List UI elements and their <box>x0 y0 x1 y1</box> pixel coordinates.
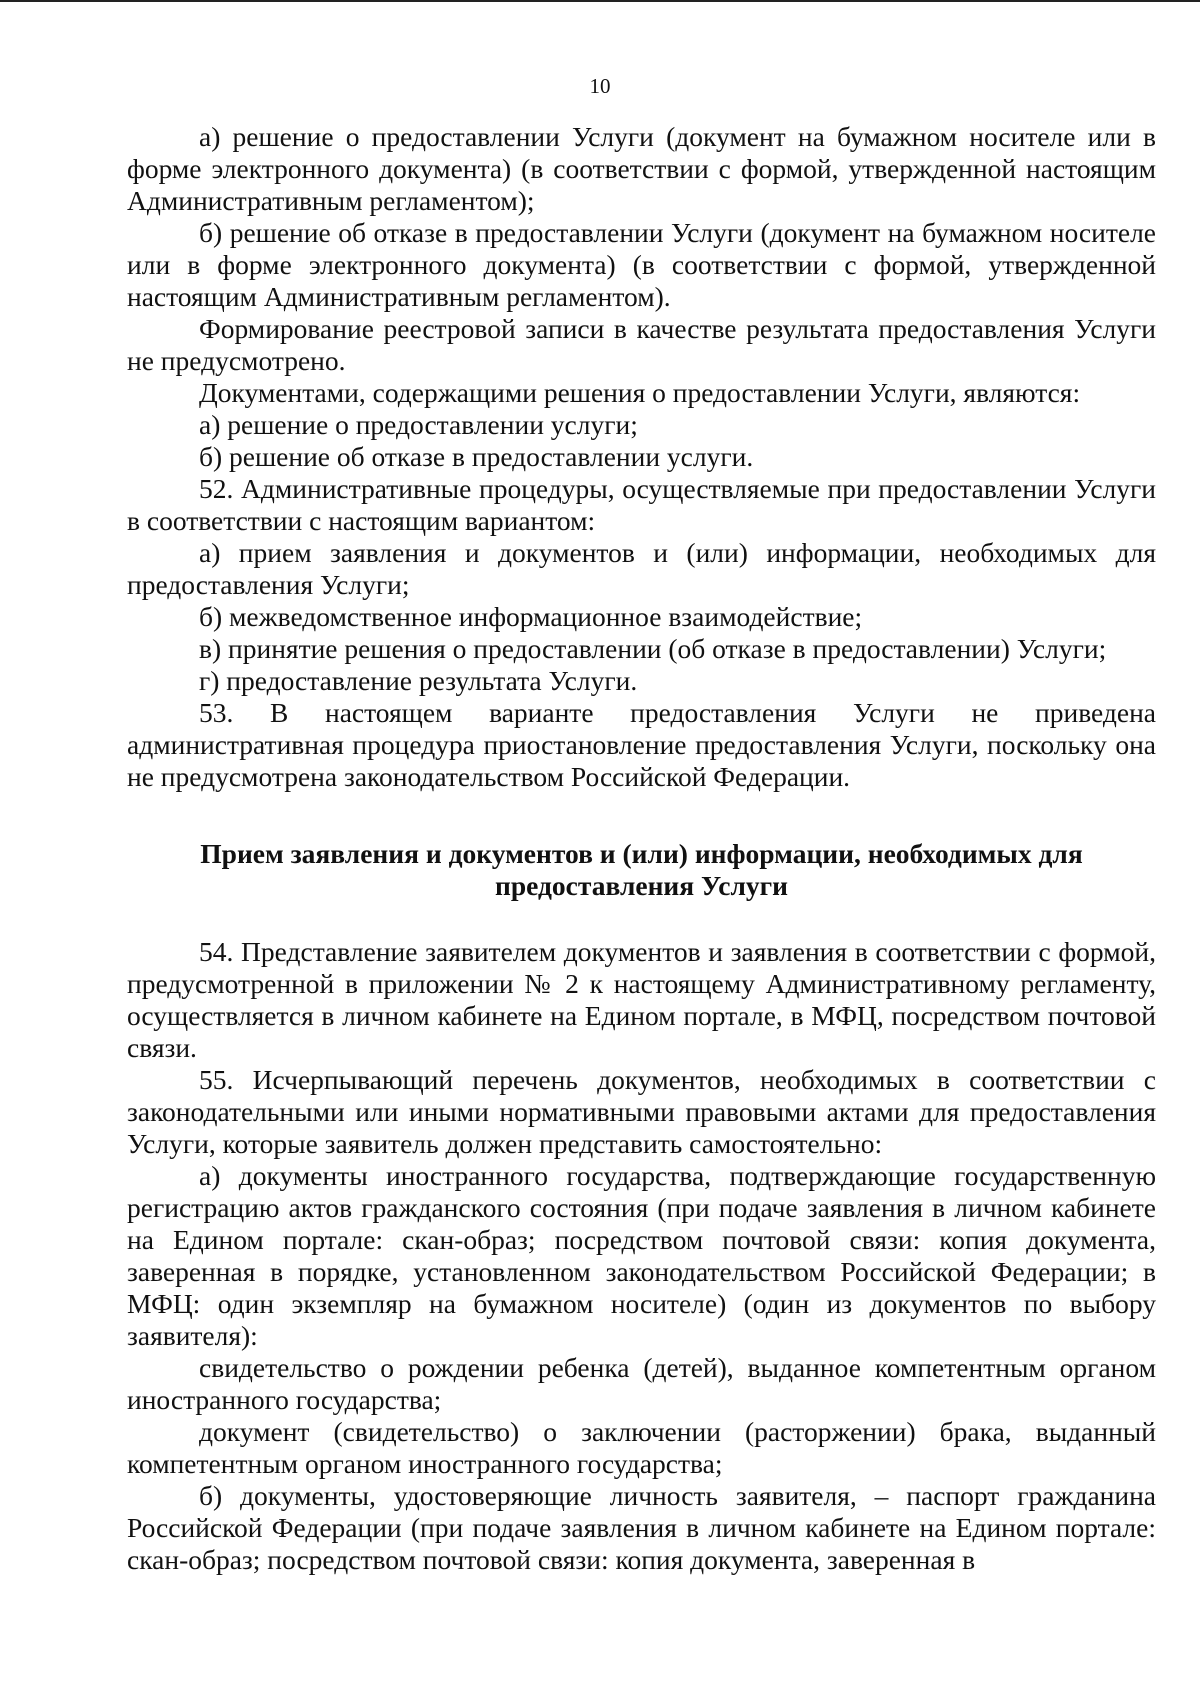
document-body <box>127 121 1156 1576</box>
section-heading-line-2: предоставления Услуги <box>495 870 788 901</box>
section-heading <box>127 838 1156 902</box>
paragraph-52: 52. Административные процедуры, осуществляемые при предоставлении Услуги в соответствии с настоящим вариантом: <box>127 473 1156 536</box>
list-item-procedure-b: б) межведомственное информационное взаимодействие; <box>199 601 863 632</box>
list-item-decision-b: б) решение об отказе в предоставлении услуги. <box>199 441 754 472</box>
paragraph-registry-record: Формирование реестровой записи в качестве результата предоставления Услуги не предусмотрено. <box>127 313 1156 376</box>
list-item-procedure-d: г) предоставление результата Услуги. <box>199 665 638 696</box>
section-heading-line-1: Прием заявления и документов и (или) информации, необходимых для <box>200 838 1083 869</box>
list-item-documents-b: б) документы, удостоверяющие личность заявителя, – паспорт гражданина Российской Федерации (при подаче заявления в личном кабинете на Едином портале: скан-образ; посредством почтовой связи: копия документа, заверенная в <box>127 1480 1156 1575</box>
list-item-procedure-c: в) принятие решения о предоставлении (об отказе в предоставлении) Услуги; <box>199 633 1107 664</box>
paragraph-result-a: а) решение о предоставлении Услуги (документ на бумажном носителе или в форме электронного документа) (в соответствии с формой, утвержденной настоящим Административным регламентом); <box>127 121 1156 216</box>
paragraph-55: 55. Исчерпывающий перечень документов, необходимых в соответствии с законодательными или иными нормативными правовыми актами для предоставления Услуги, которые заявитель должен представить самостоятельно: <box>127 1064 1156 1159</box>
list-item-birth-certificate: свидетельство о рождении ребенка (детей), выданное компетентным органом иностранного государства; <box>127 1352 1156 1415</box>
list-item-marriage-certificate: документ (свидетельство) о заключении (расторжении) брака, выданный компетентным органом иностранного государства; <box>127 1416 1156 1479</box>
paragraph-decision-documents: Документами, содержащими решения о предоставлении Услуги, являются: <box>199 377 1081 408</box>
list-item-procedure-a: а) прием заявления и документов и (или) информации, необходимых для предоставления Услуги; <box>127 537 1156 600</box>
page-number: 10 <box>589 74 611 98</box>
top-border-line <box>0 0 1200 2</box>
paragraph-54: 54. Представление заявителем документов и заявления в соответствии с формой, предусмотренной в приложении № 2 к настоящему Административному регламенту, осуществляется в личном кабинете на Едином портале, в МФЦ, посредством почтовой связи. <box>127 936 1156 1063</box>
paragraph-result-b: б) решение об отказе в предоставлении Услуги (документ на бумажном носителе или в форме электронного документа) (в соответствии с формой, утвержденной настоящим Административным регламентом). <box>127 217 1156 312</box>
paragraph-53: 53. В настоящем варианте предоставления Услуги не приведена административная процедура приостановление предоставления Услуги, поскольку она не предусмотрена законодательством Российской Федерации. <box>127 697 1156 792</box>
list-item-decision-a: а) решение о предоставлении услуги; <box>199 409 638 440</box>
list-item-documents-a: а) документы иностранного государства, подтверждающие государственную регистрацию актов гражданского состояния (при подаче заявления в личном кабинете на Едином портале: скан-образ; посредством почтовой связи: копия документа, заверенная в порядке, установленном законодательством Российской Федерации; в МФЦ: один экземпляр на бумажном носителе) (один из документов по выбору заявителя): <box>127 1160 1156 1351</box>
